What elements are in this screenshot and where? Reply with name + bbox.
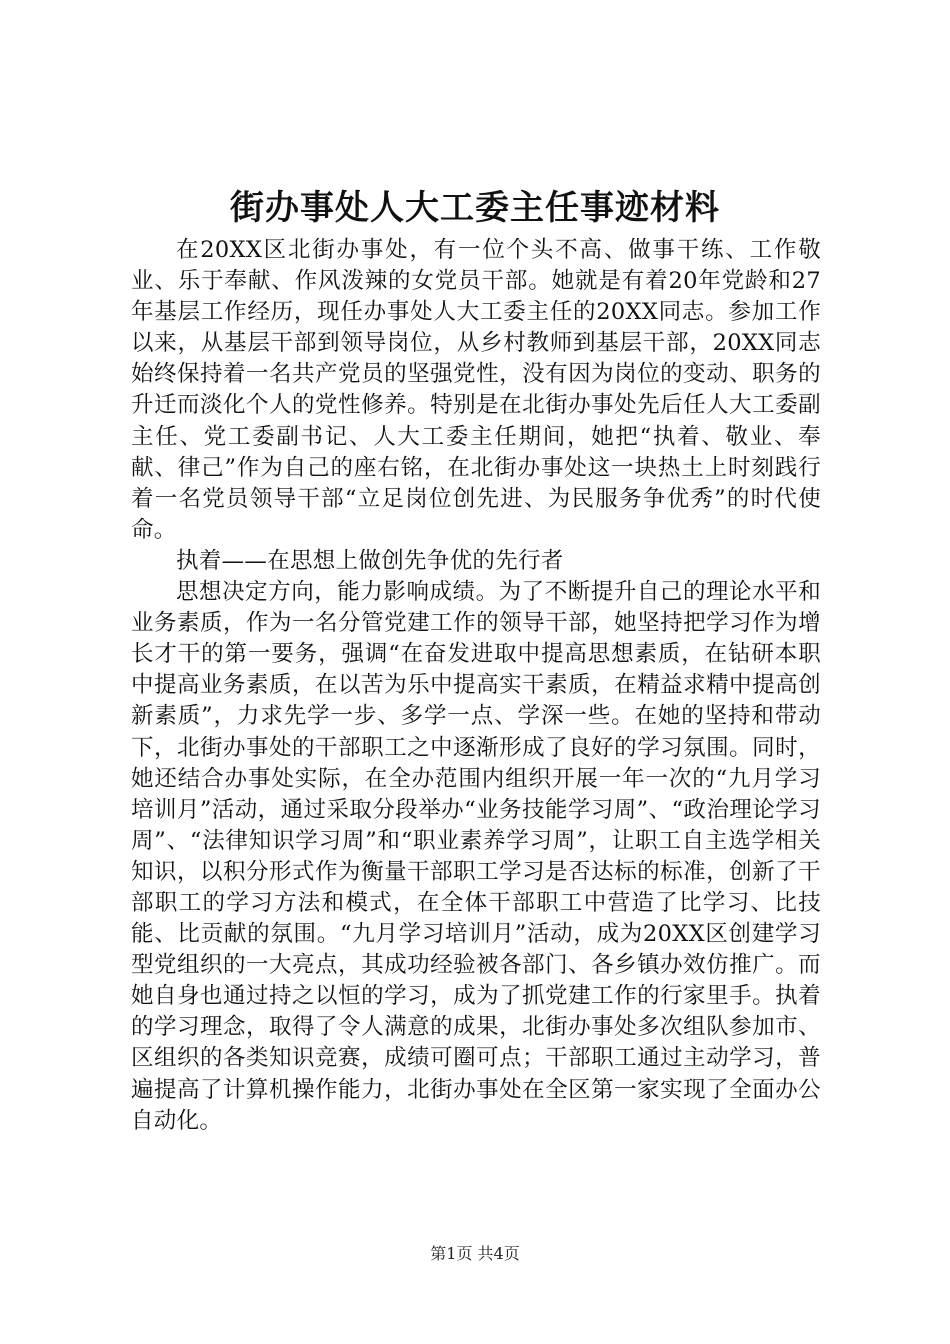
- document-body: [131, 235, 821, 1137]
- page-footer: 第1页 共4页: [430, 1244, 520, 1263]
- section-heading: 执着——在思想上做创先争优的先行者: [176, 547, 564, 574]
- document-title: 街办事处人大工委主任事迹材料: [230, 188, 720, 228]
- intro-paragraph: 在20XX区北街办事处，有一位个头不高、做事干练、工作敬业、乐于奉献、作风泼辣的女党员干部。她就是有着20年党龄和27年基层工作经历，现任办事处人大工委主任的20XX同志。参加工作以来，从基层干部到领导岗位，从乡村教师到基层干部，20XX同志始终保持着一名共产党员的坚强党性，没有因为岗位的变动、职务的升迁而淡化个人的党性修养。特别是在北街办事处先后任人大工委副主任、党工委副书记、人大工委主任期间，她把“执着、敬业、奉献、律己”作为自己的座右铭，在北街办事处这一块热土上时刻践行着一名党员领导干部“立足岗位创先进、为民服务争优秀”的时代使命。: [131, 237, 821, 543]
- body-paragraph: 思想决定方向，能力影响成绩。为了不断提升自己的理论水平和业务素质，作为一名分管党建工作的领导干部，她坚持把学习作为增长才干的第一要务，强调“在奋发进取中提高思想素质，在钻研本职中提高业务素质，在以苦为乐中提高实干素质，在精益求精中提高创新素质”，力求先学一步、多学一点、学深一些。在她的坚持和带动下，北街办事处的干部职工之中逐渐形成了良好的学习氛围。同时，她还结合办事处实际，在全办范围内组织开展一年一次的“九月学习培训月”活动，通过采取分段举办“业务技能学习周”、“政治理论学习周”、“法律知识学习周”和“职业素养学习周”，让职工自主选学相关知识，以积分形式作为衡量干部职工学习是否达标的标准，创新了干部职工的学习方法和模式，在全体干部职工中营造了比学习、比技能、比贡献的氛围。“九月学习培训月”活动，成为20XX区创建学习型党组织的一大亮点，其成功经验被各部门、各乡镇办效仿推广。而她自身也通过持之以恒的学习，成为了抓党建工作的行家里手。执着的学习理念，取得了令人满意的成果，北街办事处多次组队参加市、区组织的各类知识竞赛，成绩可圈可点；干部职工通过主动学习，普遍提高了计算机操作能力，北街办事处在全区第一家实现了全面办公自动化。: [131, 579, 821, 1134]
